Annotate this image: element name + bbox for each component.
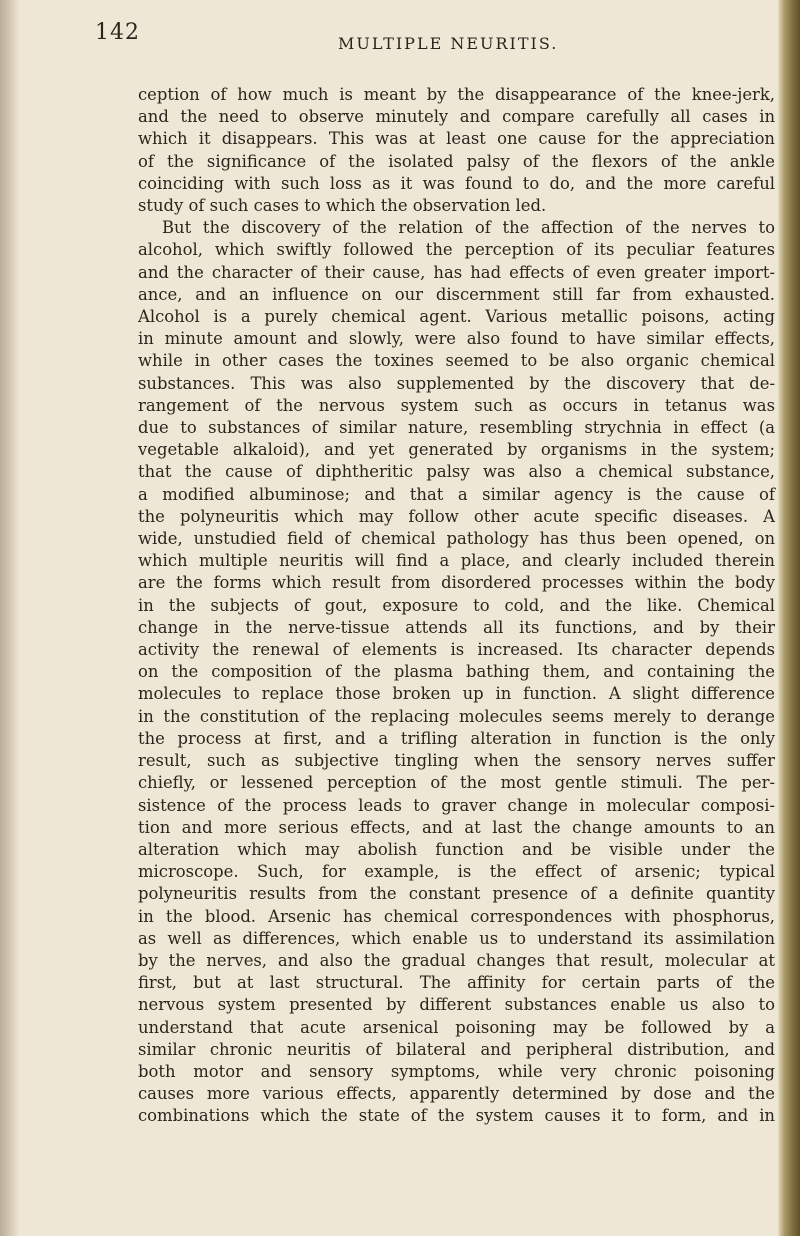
text-line: ception of how much is meant by the disappearance of the knee-jerk, [138, 85, 775, 104]
text-line: understand that acute arsenical poisoning may be followed by a [138, 1017, 775, 1037]
text-line: nervous system presented by different substances enable us also to [138, 995, 775, 1015]
text-line: which it disappears. This was at least one cause for the appreciation [138, 129, 775, 149]
text-line: the process at first, and a trifling alteration in function is the only [138, 728, 775, 748]
text-line: substances. This was also supplemented by the discovery that de- [138, 373, 775, 393]
text-line: causes more various effects, apparently determined by dose and the [138, 1084, 775, 1104]
text-line: change in the nerve-tissue attends all its functions, and by their [138, 617, 775, 637]
text-line: alcohol, which swiftly followed the perception of its peculiar features [138, 240, 775, 260]
text-line: and the character of their cause, has had effects of even greater import- [138, 262, 775, 282]
text-line: which multiple neuritis will find a place, and clearly included therein [138, 551, 775, 571]
text-line: chiefly, or lessened perception of the most gentle stimuli. The per- [138, 773, 775, 793]
text-line: wide, unstudied field of chemical pathology has thus been opened, on [138, 529, 775, 549]
text-line: that the cause of diphtheritic palsy was also a chemical substance, [138, 462, 775, 482]
text-line: polyneuritis results from the constant presence of a definite quantity [138, 884, 775, 904]
body-text [138, 84, 775, 1128]
text-line: coinciding with such loss as it was found to do, and the more careful [138, 173, 775, 193]
text-line: in the subjects of gout, exposure to cold, and the like. Chemical [138, 595, 775, 615]
paragraph [138, 84, 775, 217]
text-line: first, but at last structural. The affinity for certain parts of the [138, 973, 775, 993]
text-line: combinations which the state of the system causes it to form, and in [138, 1106, 775, 1126]
text-line: a modified albuminose; and that a similar agency is the cause of [138, 484, 775, 504]
text-line: tion and more serious effects, and at last the change amounts to an [138, 817, 775, 837]
text-line: Alcohol is a purely chemical agent. Various metallic poisons, acting [138, 307, 775, 327]
text-line: by the nerves, and also the gradual changes that result, molecular at [138, 950, 775, 970]
text-line: in the blood. Arsenic has chemical correspondences with phosphorus, [138, 906, 775, 926]
text-line: while in other cases the toxines seemed to be also organic chemical [138, 351, 775, 371]
text-line: in the constitution of the replacing molecules seems merely to derange [138, 706, 775, 726]
text-line: due to substances of similar nature, resembling strychnia in effect (a [138, 418, 775, 438]
text-line: microscope. Such, for example, is the effect of arsenic; typical [138, 862, 775, 882]
text-line: alteration which may abolish function and be visible under the [138, 839, 775, 859]
text-line: in minute amount and slowly, were also found to have similar effects, [138, 329, 775, 349]
text-line: rangement of the nervous system such as occurs in tetanus was [138, 395, 775, 415]
text-line: similar chronic neuritis of bilateral and peripheral distribution, and [138, 1039, 775, 1059]
text-line: result, such as subjective tingling when the sensory nerves suffer [138, 751, 775, 771]
text-line: study of such cases to which the observation led. [138, 196, 547, 216]
text-line: on the composition of the plasma bathing them, and containing the [138, 662, 775, 682]
running-head: MULTIPLE NEURITIS. [338, 34, 559, 53]
text-line: sistence of the process leads to graver change in molecular composi- [138, 795, 775, 815]
text-line: But the discovery of the relation of the affection of the nerves to [162, 218, 775, 238]
text-line: of the significance of the isolated palsy of the flexors of the ankle [138, 151, 775, 171]
text-line: ance, and an influence on our discernment still far from exhausted. [138, 284, 775, 304]
page-right-edge [778, 0, 800, 1236]
text-line: the polyneuritis which may follow other acute specific diseases. A [138, 506, 775, 526]
text-line: molecules to replace those broken up in function. A slight difference [138, 684, 775, 704]
text-line: both motor and sensory symptoms, while very chronic poisoning [138, 1061, 775, 1081]
paragraph [138, 217, 775, 1127]
text-line: and the need to observe minutely and compare carefully all cases in [138, 107, 775, 127]
page-number: 142 [95, 20, 140, 45]
text-line: as well as differences, which enable us to understand its assimilation [138, 928, 775, 948]
text-line: vegetable alkaloid), and yet generated by organisms in the system; [138, 440, 775, 460]
page-left-shadow [0, 0, 20, 1236]
text-line: activity the renewal of elements is increased. Its character depends [138, 640, 775, 660]
text-line: are the forms which result from disordered processes within the body [138, 573, 775, 593]
